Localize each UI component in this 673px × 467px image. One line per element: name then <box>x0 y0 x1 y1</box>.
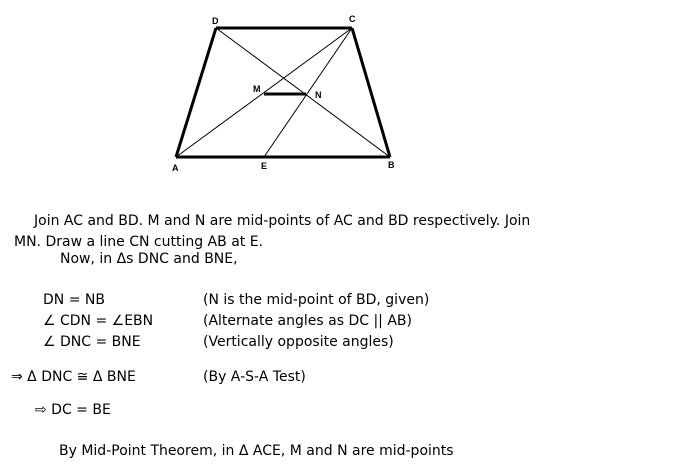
side-ad <box>176 28 216 157</box>
step-3-reason: (Vertically opposite angles) <box>203 334 394 350</box>
label-n: N <box>315 90 322 100</box>
step-2-reason: (Alternate angles as DC || AB) <box>203 313 412 329</box>
congruence-reason: (By A-S-A Test) <box>203 369 306 385</box>
label-b: B <box>388 160 395 170</box>
step-1-statement: DN = NB <box>43 292 105 308</box>
paragraph-midpoint-theorem: By Mid-Point Theorem, in Δ ACE, M and N are mid-points <box>59 443 454 459</box>
label-d: D <box>212 16 219 26</box>
paragraph-intro-line2: MN. Draw a line CN cutting AB at E. <box>14 234 264 250</box>
side-bc <box>352 28 390 157</box>
trapezium-figure <box>0 0 673 200</box>
conclusion-dc-be: ⇨ DC = BE <box>35 402 111 418</box>
label-c: C <box>349 14 356 24</box>
paragraph-intro-line1: Join AC and BD. M and N are mid-points of AC and BD respectively. Join <box>34 213 531 229</box>
paragraph-now: Now, in Δs DNC and BNE, <box>60 251 238 267</box>
step-2-statement: ∠ CDN = ∠EBN <box>43 313 154 329</box>
label-a: A <box>172 163 179 173</box>
label-e: E <box>261 161 268 171</box>
label-m: M <box>253 84 261 94</box>
step-1-reason: (N is the mid-point of BD, given) <box>203 292 430 308</box>
step-3-statement: ∠ DNC = BNE <box>43 334 141 350</box>
congruence-statement: ⇒ Δ DNC ≅ Δ BNE <box>11 369 136 385</box>
